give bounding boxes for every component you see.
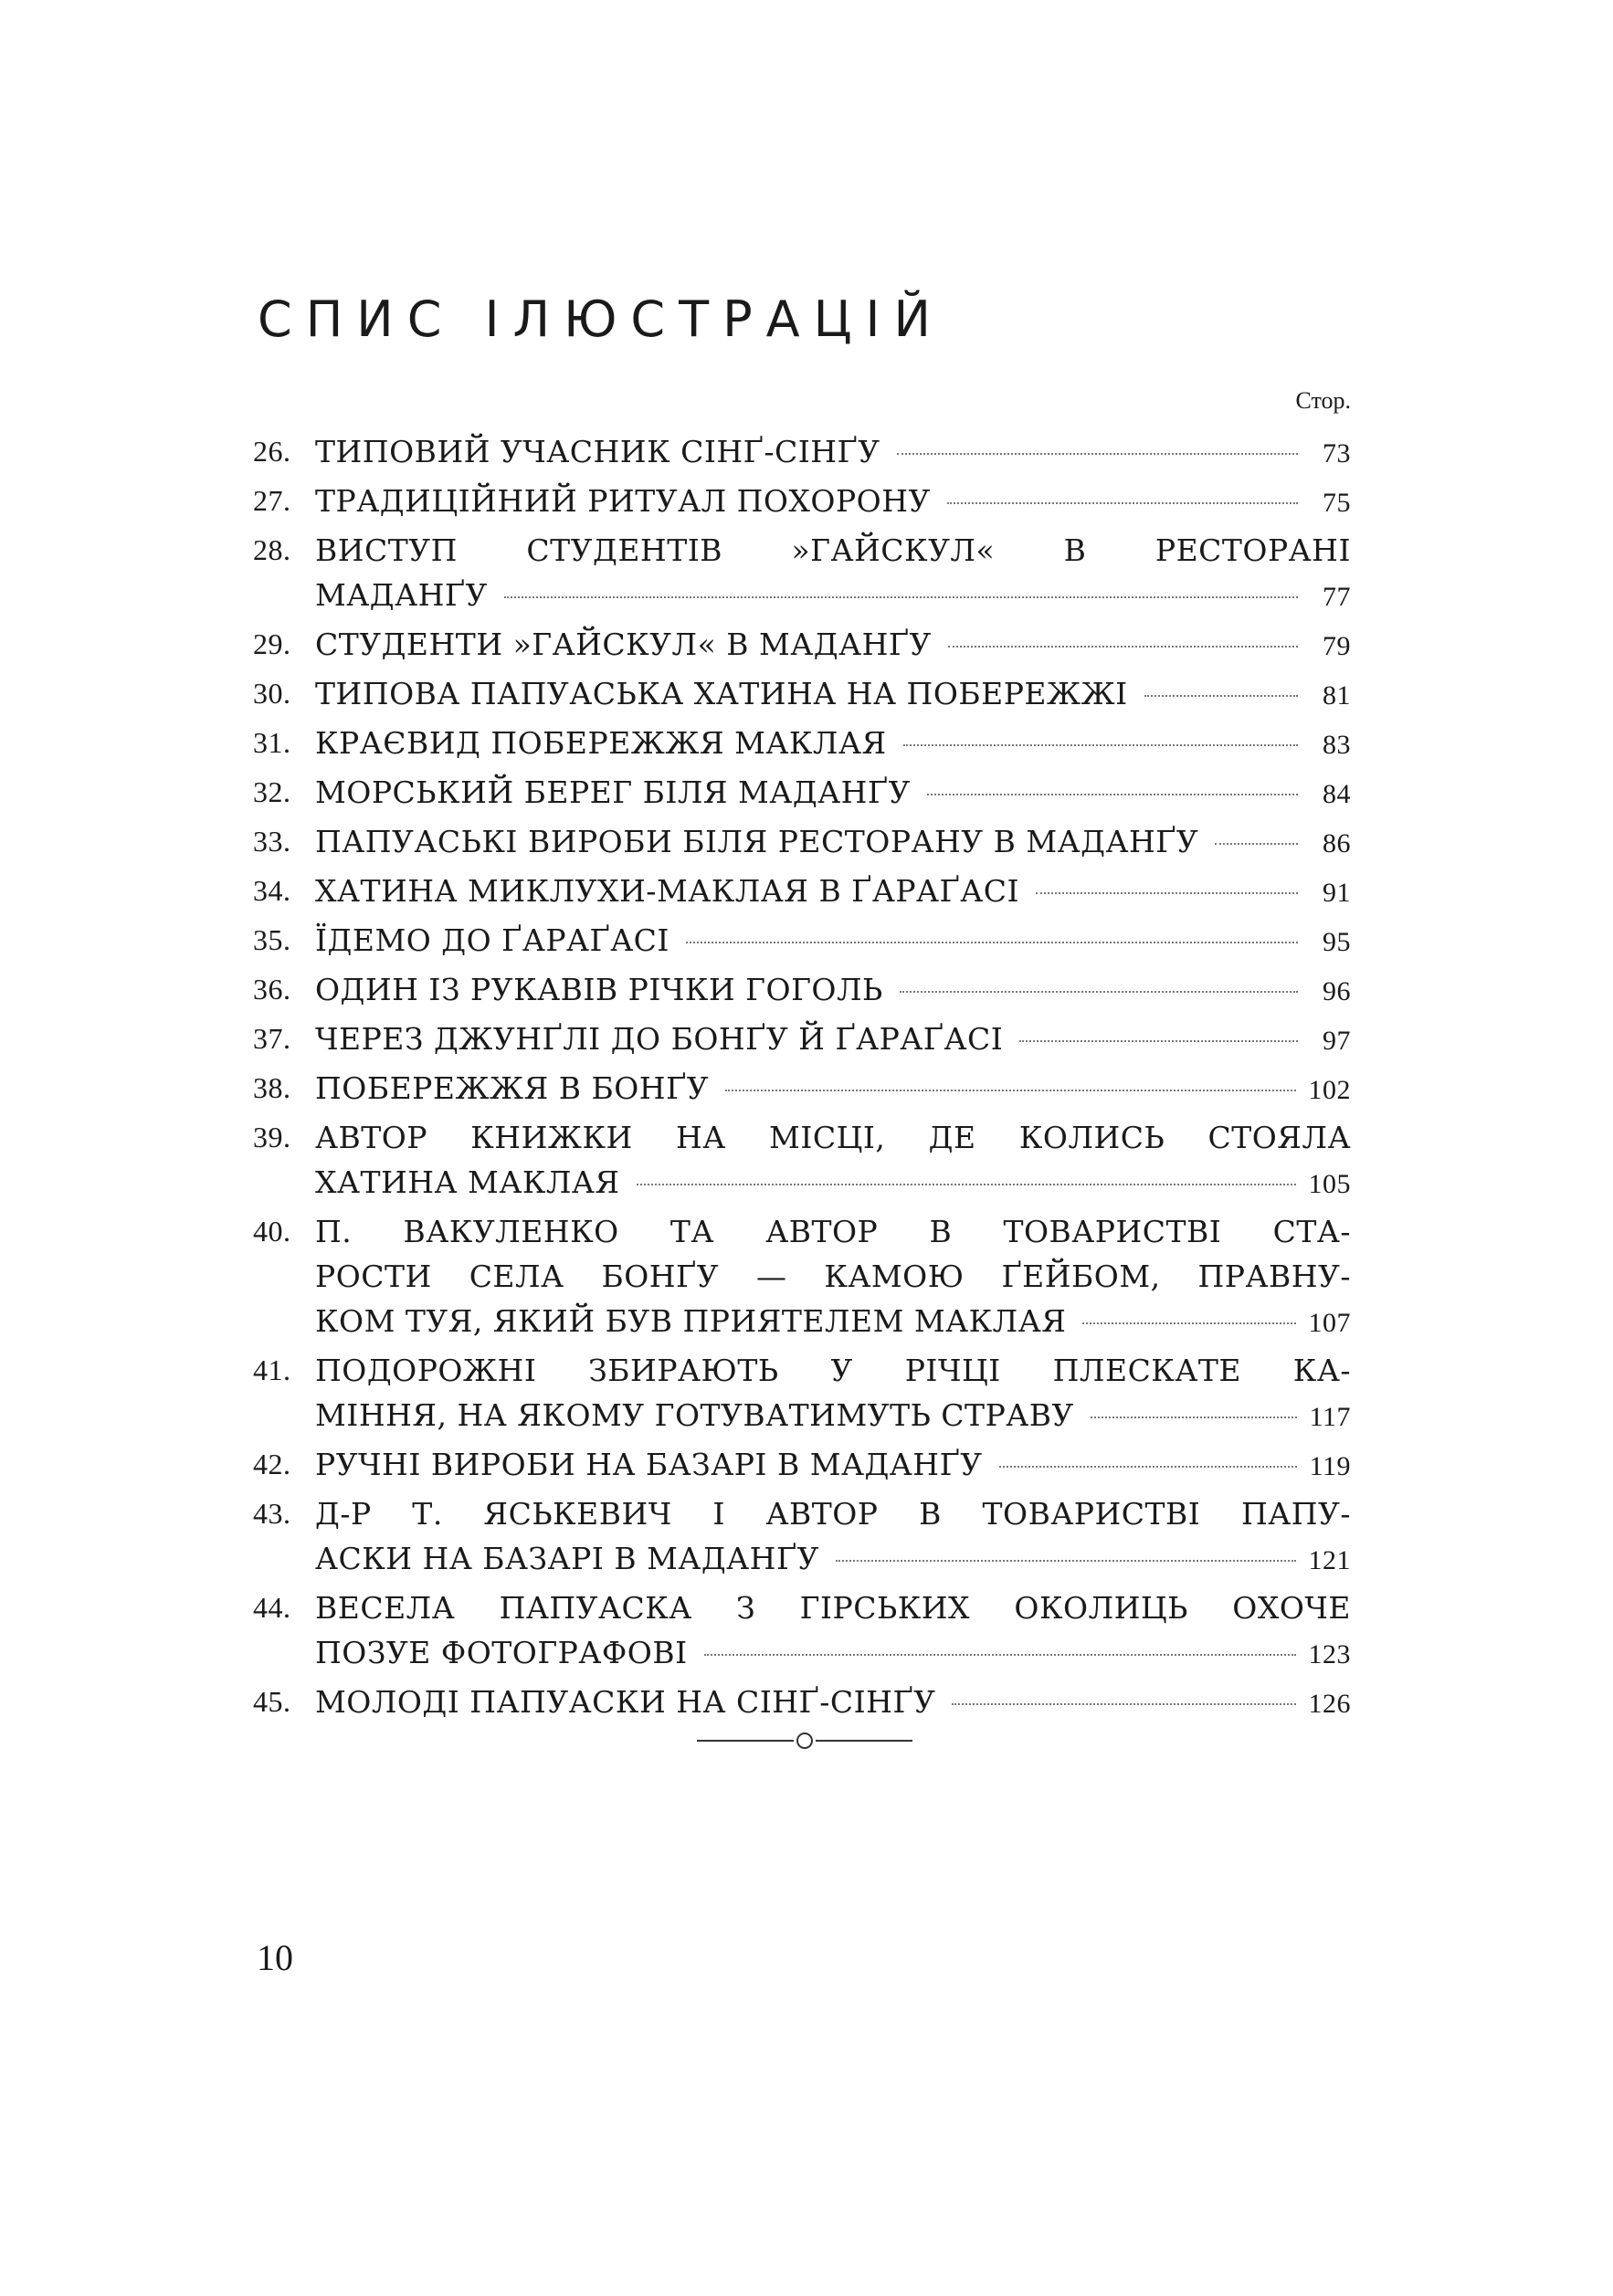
entry-number: 44. bbox=[253, 1591, 291, 1624]
list-item bbox=[253, 1066, 1351, 1112]
entry-page-number: 91 bbox=[1323, 878, 1351, 908]
list-item bbox=[253, 1585, 1351, 1677]
entry-caption bbox=[315, 429, 1351, 476]
illustration-list bbox=[253, 429, 1351, 1729]
list-item bbox=[253, 1209, 1351, 1345]
entry-page-number: 95 bbox=[1323, 927, 1351, 957]
entry-number: 43. bbox=[253, 1497, 291, 1530]
caption-line-last bbox=[315, 819, 1351, 866]
caption-line: П. ВАКУЛЕНКО ТА АВТОР В ТОВАРИСТВІ СТА- bbox=[315, 1214, 1351, 1249]
entry-page-number: 84 bbox=[1323, 779, 1351, 809]
dot-leader bbox=[897, 453, 1298, 455]
entry-number: 34. bbox=[253, 874, 291, 907]
entry-caption bbox=[315, 819, 1351, 866]
caption-text: ПОБЕРЕЖЖЯ В БОНҐУ bbox=[315, 1070, 710, 1106]
caption-text: ПОЗУЕ ФОТОГРАФОВІ bbox=[315, 1635, 688, 1670]
caption-text: МОРСЬКИЙ БЕРЕГ БІЛЯ МАДАНҐУ bbox=[315, 774, 911, 810]
entry-caption bbox=[315, 622, 1351, 669]
caption-line-last bbox=[315, 671, 1351, 718]
caption-text: ТИПОВИЙ УЧАСНИК СІНҐ-СІНҐУ bbox=[315, 434, 880, 469]
dot-leader bbox=[999, 1466, 1297, 1468]
dot-leader bbox=[836, 1560, 1296, 1562]
entry-page-number: 83 bbox=[1323, 730, 1351, 760]
caption-line-last bbox=[315, 479, 1351, 525]
list-item bbox=[253, 918, 1351, 964]
page-title: СПИС ІЛЮСТРАЦІЙ bbox=[258, 290, 944, 348]
entry-number: 38. bbox=[253, 1071, 291, 1104]
entry-caption bbox=[315, 918, 1351, 964]
entry-page-number: 126 bbox=[1308, 1689, 1351, 1719]
entry-caption bbox=[315, 770, 1351, 816]
entry-caption bbox=[315, 869, 1351, 915]
entry-caption bbox=[315, 479, 1351, 525]
dot-leader bbox=[686, 942, 1298, 943]
entry-number: 27. bbox=[253, 484, 291, 517]
list-item bbox=[253, 479, 1351, 525]
entry-page-number: 102 bbox=[1308, 1075, 1351, 1105]
entry-page-number: 121 bbox=[1308, 1545, 1351, 1575]
list-item bbox=[253, 819, 1351, 866]
entry-number: 35. bbox=[253, 923, 291, 956]
entry-caption bbox=[315, 1442, 1351, 1489]
caption-line: Д-Р Т. ЯСЬКЕВИЧ І АВТОР В ТОВАРИСТВІ ПАПУ- bbox=[315, 1496, 1351, 1532]
entry-number: 33. bbox=[253, 825, 291, 858]
list-item bbox=[253, 1348, 1351, 1439]
list-item bbox=[253, 1680, 1351, 1726]
dot-leader bbox=[704, 1654, 1296, 1656]
entry-page-number: 97 bbox=[1323, 1026, 1351, 1056]
entry-number: 29. bbox=[253, 627, 291, 660]
caption-line: ВИСТУП СТУДЕНТІВ »ГАЙСКУЛ« В РЕСТОРАНІ bbox=[315, 532, 1351, 568]
entry-page-number: 86 bbox=[1323, 828, 1351, 858]
caption-line-last bbox=[315, 1066, 1351, 1112]
list-item bbox=[253, 869, 1351, 915]
list-item bbox=[253, 622, 1351, 669]
caption-line-last bbox=[315, 869, 1351, 915]
caption-text: АСКИ НА БАЗАРІ В МАДАНҐУ bbox=[315, 1541, 819, 1576]
entry-page-number: 96 bbox=[1323, 976, 1351, 1006]
entry-caption bbox=[315, 1115, 1351, 1206]
entry-page-number: 117 bbox=[1309, 1402, 1351, 1432]
caption-text: РУЧНІ ВИРОБИ НА БАЗАРІ В МАДАНҐУ bbox=[315, 1447, 983, 1482]
caption-line-last bbox=[315, 721, 1351, 767]
dot-leader bbox=[1036, 892, 1298, 894]
caption-text: ТРАДИЦІЙНИЙ РИТУАЛ ПОХОРОНУ bbox=[315, 483, 931, 519]
entry-caption bbox=[315, 1209, 1351, 1345]
list-item bbox=[253, 671, 1351, 718]
dot-leader bbox=[948, 646, 1298, 648]
caption-text: МОЛОДІ ПАПУАСКИ НА СІНҐ-СІНҐУ bbox=[315, 1684, 936, 1720]
section-separator bbox=[697, 1732, 912, 1750]
entry-number: 42. bbox=[253, 1448, 291, 1480]
entry-number: 30. bbox=[253, 677, 291, 710]
caption-text: КРАЄВИД ПОБЕРЕЖЖЯ МАКЛАЯ bbox=[315, 725, 887, 761]
entry-page-number: 81 bbox=[1323, 680, 1351, 711]
dot-leader bbox=[1215, 843, 1298, 845]
caption-line: РОСТИ СЕЛА БОНҐУ — КАМОЮ ҐЕЙБОМ, ПРАВНУ- bbox=[315, 1259, 1351, 1294]
entry-number: 26. bbox=[253, 435, 291, 468]
list-item bbox=[253, 1442, 1351, 1489]
caption-line-last bbox=[315, 1160, 1351, 1206]
caption-line-last bbox=[315, 1442, 1351, 1489]
caption-text: МІННЯ, НА ЯКОМУ ГОТУВАТИМУТЬ СТРАВУ bbox=[315, 1397, 1074, 1433]
caption-text: ТИПОВА ПАПУАСЬКА ХАТИНА НА ПОБЕРЕЖЖІ bbox=[315, 676, 1128, 711]
list-item bbox=[253, 770, 1351, 816]
caption-text: ЇДЕМО ДО ҐАРАҐАСІ bbox=[315, 922, 669, 958]
separator-ornament bbox=[796, 1733, 813, 1749]
caption-line-last bbox=[315, 1680, 1351, 1726]
caption-line-last bbox=[315, 622, 1351, 669]
list-item bbox=[253, 1016, 1351, 1063]
page-column-header: Стор. bbox=[1295, 387, 1351, 414]
caption-line-last bbox=[315, 770, 1351, 816]
entry-page-number: 123 bbox=[1308, 1639, 1351, 1669]
dot-leader bbox=[927, 794, 1298, 795]
caption-line-last bbox=[315, 1016, 1351, 1063]
entry-caption bbox=[315, 671, 1351, 718]
dot-leader bbox=[952, 1703, 1295, 1705]
dot-leader bbox=[725, 1090, 1295, 1091]
dot-leader bbox=[900, 991, 1298, 993]
entry-caption bbox=[315, 967, 1351, 1014]
caption-text: ЧЕРЕЗ ДЖУНҐЛІ ДО БОНҐУ Й ҐАРАҐАСІ bbox=[315, 1021, 1004, 1057]
caption-line-last bbox=[315, 918, 1351, 964]
page-number: 10 bbox=[257, 1937, 293, 1978]
entry-caption bbox=[315, 528, 1351, 619]
list-item bbox=[253, 1491, 1351, 1583]
dot-leader bbox=[1082, 1322, 1295, 1324]
dot-leader bbox=[1144, 695, 1298, 697]
caption-text: ОДИН ІЗ РУКАВІВ РІЧКИ ГОГОЛЬ bbox=[315, 972, 883, 1007]
caption-text: СТУДЕНТИ »ГАЙСКУЛ« В МАДАНҐУ bbox=[315, 627, 932, 662]
entry-page-number: 73 bbox=[1323, 438, 1351, 469]
entry-caption bbox=[315, 1585, 1351, 1677]
dot-leader bbox=[903, 744, 1298, 746]
entry-number: 28. bbox=[253, 533, 291, 566]
entry-number: 31. bbox=[253, 726, 291, 759]
entry-page-number: 75 bbox=[1323, 488, 1351, 518]
entry-page-number: 79 bbox=[1323, 631, 1351, 661]
caption-line-last bbox=[315, 1299, 1351, 1345]
list-item bbox=[253, 721, 1351, 767]
entry-page-number: 107 bbox=[1308, 1308, 1351, 1338]
entry-caption bbox=[315, 1016, 1351, 1063]
entry-number: 45. bbox=[253, 1685, 291, 1718]
entry-caption bbox=[315, 721, 1351, 767]
list-item bbox=[253, 429, 1351, 476]
caption-line-last bbox=[315, 429, 1351, 476]
caption-line-last bbox=[315, 967, 1351, 1014]
caption-text: КОМ ТУЯ, ЯКИЙ БУВ ПРИЯТЕЛЕМ МАКЛАЯ bbox=[315, 1303, 1067, 1339]
separator-line-right bbox=[816, 1740, 912, 1742]
entry-caption bbox=[315, 1348, 1351, 1439]
dot-leader bbox=[1091, 1417, 1297, 1418]
entry-page-number: 105 bbox=[1308, 1169, 1351, 1199]
entry-page-number: 77 bbox=[1323, 582, 1351, 612]
list-item bbox=[253, 528, 1351, 619]
list-item bbox=[253, 967, 1351, 1014]
list-item bbox=[253, 1115, 1351, 1206]
entry-number: 37. bbox=[253, 1022, 291, 1055]
entry-number: 41. bbox=[253, 1353, 291, 1386]
entry-number: 36. bbox=[253, 973, 291, 1006]
entry-caption bbox=[315, 1680, 1351, 1726]
caption-line: АВТОР КНИЖКИ НА МІСЦІ, ДЕ КОЛИСЬ СТОЯЛА bbox=[315, 1120, 1351, 1155]
caption-text: ХАТИНА МИКЛУХИ-МАКЛАЯ В ҐАРАҐАСІ bbox=[315, 873, 1019, 909]
entry-number: 40. bbox=[253, 1215, 291, 1248]
entry-number: 39. bbox=[253, 1121, 291, 1153]
caption-line-last bbox=[315, 1393, 1351, 1439]
dot-leader bbox=[504, 596, 1298, 598]
caption-text: ХАТИНА МАКЛАЯ bbox=[315, 1164, 620, 1200]
entry-page-number: 119 bbox=[1309, 1451, 1351, 1481]
entry-caption bbox=[315, 1066, 1351, 1112]
caption-line-last bbox=[315, 1536, 1351, 1583]
caption-text: МАДАНҐУ bbox=[315, 577, 488, 613]
dot-leader bbox=[637, 1184, 1296, 1185]
dot-leader bbox=[947, 502, 1298, 504]
caption-line-last bbox=[315, 573, 1351, 619]
dot-leader bbox=[1019, 1040, 1298, 1042]
entry-caption bbox=[315, 1491, 1351, 1583]
caption-line: ПОДОРОЖНІ ЗБИРАЮТЬ У РІЧЦІ ПЛЕСКАТЕ КА- bbox=[315, 1353, 1351, 1388]
caption-line: ВЕСЕЛА ПАПУАСКА З ГІРСЬКИХ ОКОЛИЦЬ ОХОЧЕ bbox=[315, 1590, 1351, 1626]
caption-line-last bbox=[315, 1630, 1351, 1677]
separator-line-left bbox=[697, 1740, 794, 1742]
entry-number: 32. bbox=[253, 775, 291, 808]
caption-text: ПАПУАСЬКІ ВИРОБИ БІЛЯ РЕСТОРАНУ В МАДАНҐУ bbox=[315, 824, 1199, 859]
